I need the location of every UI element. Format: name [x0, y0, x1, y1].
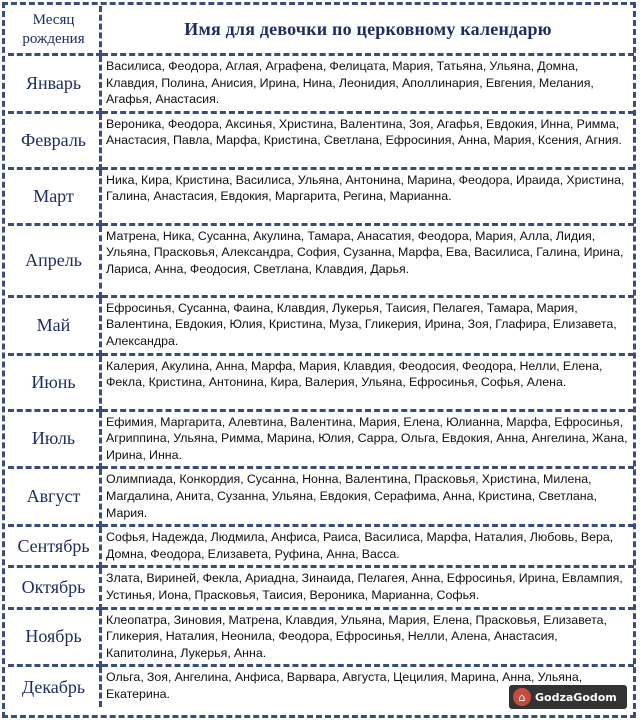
names-cell: Ника, Кира, Кристина, Василиса, Ульяна, Антонина, Марина, Феодора, Ираида, Христина, Галина, Анастасия, Евдокия, Маргарита, Регина, Марианна.: [102, 170, 634, 226]
table-row: [8, 469, 634, 527]
month-column-header: Месяц рождения: [8, 6, 102, 56]
site-watermark: [509, 685, 627, 709]
table-row: [8, 527, 634, 568]
names-cell: Калерия, Акулина, Анна, Марфа, Мария, Клавдия, Феодосия, Феодора, Нелли, Елена, Фекла, Кристина, Антонина, Кира, Валерия, Ульяна, Ефросинья, Софья, Алена.: [102, 356, 634, 412]
names-cell: Ефросинья, Сусанна, Фаина, Клавдия, Лукерья, Таисия, Пелагея, Тамара, Мария, Валентина, Евдокия, Юлия, Кристина, Муза, Гликерия, Ирина, Зоя, Глафира, Елизавета, Александра.: [102, 298, 634, 356]
table-row: [8, 170, 634, 226]
month-cell: Апрель: [8, 226, 102, 298]
table-row: [8, 298, 634, 356]
watermark-text: GodzaGodom: [535, 690, 617, 704]
names-cell: Клеопатра, Зиновия, Матрена, Клавдия, Ульяна, Мария, Елена, Прасковья, Елизавета, Гликерия, Наталия, Неонила, Феодора, Ефросинья, Нелли, Алена, Анастасия, Капитолина, Лукерья, Анна.: [102, 610, 634, 668]
table-row: [8, 568, 634, 609]
month-cell: Октябрь: [8, 568, 102, 609]
table-row: [8, 356, 634, 412]
names-column-header: Имя для девочки по церковному календарю: [102, 6, 634, 56]
month-cell: Январь: [8, 56, 102, 114]
calendar-table-frame: [2, 2, 636, 718]
month-cell: Март: [8, 170, 102, 226]
month-cell: Август: [8, 469, 102, 527]
table-row: [8, 56, 634, 114]
church-calendar-table: [8, 6, 634, 707]
names-cell: Злата, Вириней, Фекла, Ариадна, Зинаида, Пелагея, Анна, Ефросинья, Ирина, Евлампия, Устинья, Иона, Прасковья, Таисия, Вероника, Марианна, Софья.: [102, 568, 634, 609]
house-icon: ⌂: [513, 688, 531, 706]
month-cell: Сентябрь: [8, 527, 102, 568]
month-cell: Декабрь: [8, 667, 102, 707]
month-cell: Февраль: [8, 114, 102, 170]
names-cell: Олимпиада, Конкордия, Сусанна, Нонна, Валентина, Прасковья, Христина, Милена, Магдалина, Анита, Сузанна, Ульяна, Евдокия, Серафима, Анна, Кристина, Светлана, Мария.: [102, 469, 634, 527]
names-cell: Матрена, Ника, Сусанна, Акулина, Тамара, Анасатия, Феодора, Мария, Алла, Лидия, Ульяна, Прасковья, Александра, София, Сузанна, Марфа, Ева, Василиса, Галина, Ирина, Лариса, Анна, Феодосия, Светлана, Клавдия, Дарья.: [102, 226, 634, 298]
month-cell: Июль: [8, 412, 102, 470]
month-cell: Июнь: [8, 356, 102, 412]
month-cell: Май: [8, 298, 102, 356]
month-cell: Ноябрь: [8, 610, 102, 668]
names-cell: Василиса, Феодора, Аглая, Аграфена, Фелицата, Мария, Татьяна, Ульяна, Домна, Клавдия, Полина, Анисия, Ирина, Нина, Леонидия, Аполлинария, Евгения, Мелания, Агафья, Анастасия.: [102, 56, 634, 114]
table-row: [8, 114, 634, 170]
table-row: [8, 412, 634, 470]
names-cell: Ефимия, Маргарита, Алевтина, Валентина, Мария, Елена, Юлианна, Марфа, Ефросинья, Агриппина, Ульяна, Римма, Марина, Юлия, Сарра, Ольга, Евдокия, Анна, Ангелина, Жана, Ирина, Инна.: [102, 412, 634, 470]
header-row: [8, 6, 634, 56]
names-cell: Ольга, Зоя, Ангелина, Анфиса, Варвара, Августа, Цецилия, Марина, Анна, Ульяна, Екатерина.: [106, 670, 583, 701]
table-row: [8, 226, 634, 298]
names-cell: Софья, Надежда, Людмила, Анфиса, Раиса, Василиса, Марфа, Наталия, Любовь, Вера, Домна, Феодора, Елизавета, Руфина, Анна, Васса.: [102, 527, 634, 568]
names-cell: Вероника, Феодора, Аксинья, Христина, Валентина, Зоя, Агафья, Евдокия, Инна, Римма, Анастасия, Павла, Марфа, Кристина, Светлана, Ефросиния, Анна, Мария, Ксения, Агния.: [102, 114, 634, 170]
table-row: [8, 610, 634, 668]
